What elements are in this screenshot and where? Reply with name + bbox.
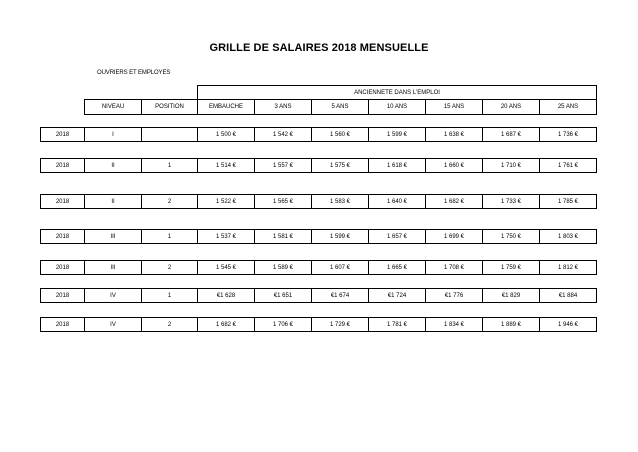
salary-cell: €1 829 bbox=[483, 289, 540, 303]
salary-cell: 1 733 € bbox=[483, 195, 540, 209]
column-header: 25 ANS bbox=[540, 100, 597, 115]
salary-cell: 1 759 € bbox=[483, 261, 540, 275]
salary-cell: 1 736 € bbox=[540, 128, 597, 142]
position-cell: 1 bbox=[142, 289, 198, 303]
salary-cell: 1 682 € bbox=[426, 195, 483, 209]
salary-cell: 1 729 € bbox=[312, 318, 369, 332]
seniority-group-header: ANCIENNETE DANS L'EMPLOI bbox=[198, 86, 597, 100]
salary-cell: €1 674 bbox=[312, 289, 369, 303]
column-header: 20 ANS bbox=[483, 100, 540, 115]
salary-cell: 1 640 € bbox=[369, 195, 426, 209]
niveau-cell: II bbox=[85, 195, 142, 209]
salary-cell: 1 889 € bbox=[483, 318, 540, 332]
salary-cell: 1 560 € bbox=[312, 128, 369, 142]
salary-cell: 1 682 € bbox=[198, 318, 255, 332]
year-cell: 2018 bbox=[41, 128, 85, 142]
salary-cell: 1 803 € bbox=[540, 230, 597, 244]
salary-cell: 1 514 € bbox=[198, 159, 255, 173]
salary-cell: 1 665 € bbox=[369, 261, 426, 275]
table-row bbox=[40, 229, 597, 244]
salary-cell: 1 599 € bbox=[369, 128, 426, 142]
salary-cell: 1 781 € bbox=[369, 318, 426, 332]
column-header: POSITION bbox=[142, 100, 198, 115]
salary-cell: 1 834 € bbox=[426, 318, 483, 332]
salary-cell: 1 761 € bbox=[540, 159, 597, 173]
salary-cell: 1 687 € bbox=[483, 128, 540, 142]
year-cell: 2018 bbox=[41, 318, 85, 332]
year-cell: 2018 bbox=[41, 195, 85, 209]
salary-cell: 1 545 € bbox=[198, 261, 255, 275]
year-cell: 2018 bbox=[41, 230, 85, 244]
niveau-cell: IV bbox=[85, 289, 142, 303]
table-row bbox=[40, 127, 597, 142]
salary-cell: 1 599 € bbox=[312, 230, 369, 244]
salary-cell: 1 581 € bbox=[255, 230, 312, 244]
table-row bbox=[40, 260, 597, 275]
salary-cell: €1 884 bbox=[540, 289, 597, 303]
niveau-cell: I bbox=[85, 128, 142, 142]
salary-cell: 1 660 € bbox=[426, 159, 483, 173]
column-header: EMBAUCHE bbox=[198, 100, 255, 115]
niveau-cell: IV bbox=[85, 318, 142, 332]
niveau-cell: II bbox=[85, 159, 142, 173]
column-header: 15 ANS bbox=[426, 100, 483, 115]
salary-cell: 1 522 € bbox=[198, 195, 255, 209]
salary-cell: 1 657 € bbox=[369, 230, 426, 244]
salary-cell: 1 565 € bbox=[255, 195, 312, 209]
position-cell: 1 bbox=[142, 230, 198, 244]
salary-cell: 1 618 € bbox=[369, 159, 426, 173]
niveau-cell: III bbox=[85, 261, 142, 275]
salary-cell: 1 706 € bbox=[255, 318, 312, 332]
page-title: GRILLE DE SALAIRES 2018 MENSUELLE bbox=[209, 42, 429, 54]
column-header: 5 ANS bbox=[312, 100, 369, 115]
salary-cell: 1 542 € bbox=[255, 128, 312, 142]
year-cell: 2018 bbox=[41, 261, 85, 275]
salary-cell: 1 946 € bbox=[540, 318, 597, 332]
salary-cell: 1 589 € bbox=[255, 261, 312, 275]
year-cell: 2018 bbox=[41, 289, 85, 303]
position-cell: 1 bbox=[142, 159, 198, 173]
column-header: 10 ANS bbox=[369, 100, 426, 115]
salary-cell: €1 628 bbox=[198, 289, 255, 303]
salary-cell: 1 575 € bbox=[312, 159, 369, 173]
salary-cell: 1 557 € bbox=[255, 159, 312, 173]
salary-cell: 1 583 € bbox=[312, 195, 369, 209]
position-cell: 2 bbox=[142, 195, 198, 209]
header-spacer bbox=[85, 86, 142, 100]
salary-cell: €1 776 bbox=[426, 289, 483, 303]
salary-cell: 1 710 € bbox=[483, 159, 540, 173]
table-row bbox=[40, 317, 597, 332]
year-cell: 2018 bbox=[41, 159, 85, 173]
table-row bbox=[40, 288, 597, 303]
salary-cell: 1 785 € bbox=[540, 195, 597, 209]
header-table bbox=[84, 85, 597, 115]
column-header: 3 ANS bbox=[255, 100, 312, 115]
niveau-cell: III bbox=[85, 230, 142, 244]
salary-cell: €1 724 bbox=[369, 289, 426, 303]
salary-cell: 1 537 € bbox=[198, 230, 255, 244]
table-row bbox=[40, 158, 597, 173]
salary-cell: 1 708 € bbox=[426, 261, 483, 275]
section-subtitle: OUVRIERS ET EMPLOYES bbox=[97, 70, 171, 76]
header-spacer bbox=[142, 86, 198, 100]
salary-cell: 1 750 € bbox=[483, 230, 540, 244]
salary-cell: 1 500 € bbox=[198, 128, 255, 142]
salary-cell: 1 638 € bbox=[426, 128, 483, 142]
position-cell bbox=[142, 128, 198, 142]
salary-cell: €1 651 bbox=[255, 289, 312, 303]
salary-cell: 1 607 € bbox=[312, 261, 369, 275]
position-cell: 2 bbox=[142, 318, 198, 332]
table-row bbox=[40, 194, 597, 209]
salary-cell: 1 812 € bbox=[540, 261, 597, 275]
position-cell: 2 bbox=[142, 261, 198, 275]
salary-cell: 1 699 € bbox=[426, 230, 483, 244]
column-header: NIVEAU bbox=[85, 100, 142, 115]
